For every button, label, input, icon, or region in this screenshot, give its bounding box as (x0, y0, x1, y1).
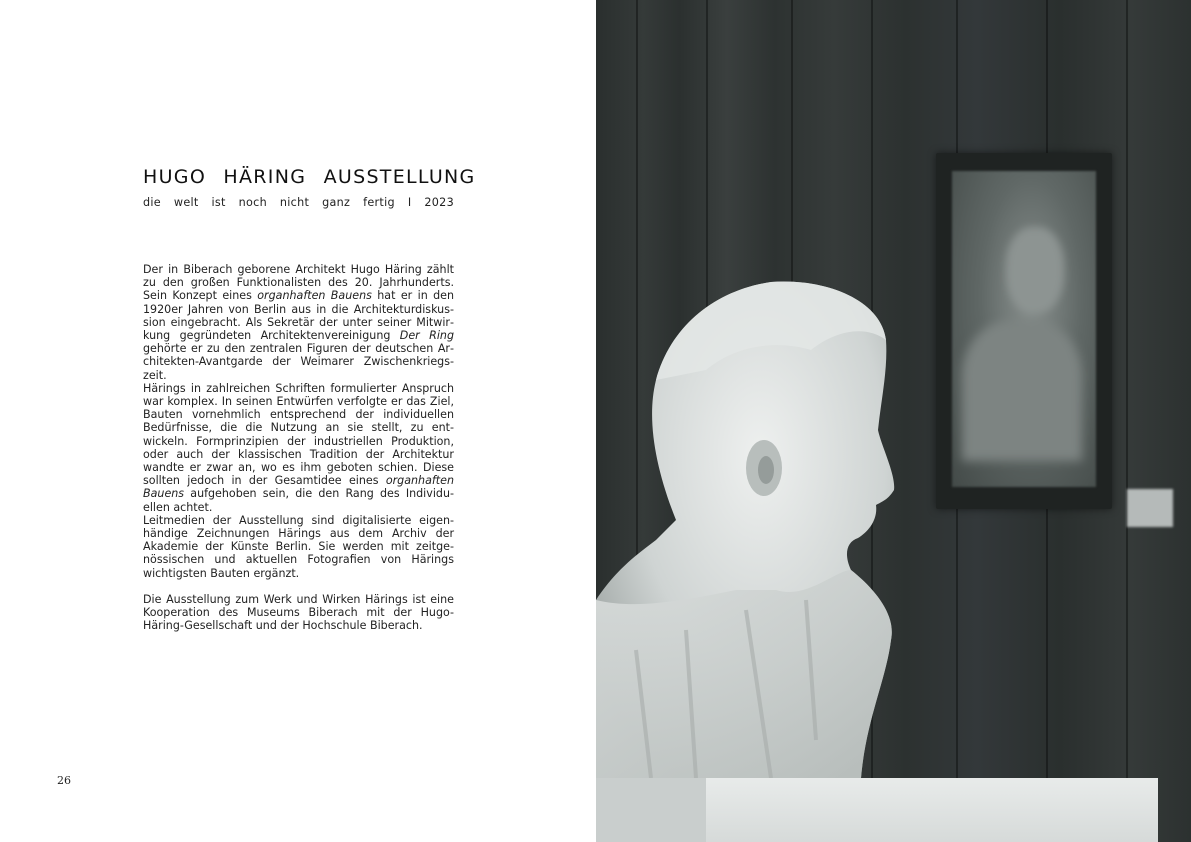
portrait-head (1006, 227, 1064, 313)
paragraph-1 (143, 263, 454, 382)
italic-term: organhaften Bauens (257, 289, 372, 303)
body-text (143, 263, 454, 633)
portrait-body (962, 321, 1082, 461)
plaster-bust (596, 270, 896, 780)
italic-term: Der Ring (399, 329, 454, 343)
text-segment: aufgehoben sein, die den Rang des Individuellen achtet. (143, 487, 454, 514)
italic-term: organhaften Bauens (143, 474, 454, 501)
text-segment: hat er in den 1920er Jahren von Berlin aus in die Architekturdiskussion eingebracht. Als Sekretär der unter seiner Mitwirkung gegründeten Architektenvereinigung (143, 289, 455, 343)
wall-plank-line (1126, 0, 1128, 842)
paragraph-4 (143, 593, 454, 633)
page-title: HUGO HÄRING AUSSTELLUNG (143, 166, 476, 188)
text-segment: Der in Biberach geborene Architekt Hugo Häring zählt zu den großen Funktionalisten des 20. Jahrhunderts. Sein Konzept eines (143, 263, 454, 303)
text-segment: Leitmedien der Ausstellung sind digitalisierte eigenhändige Zeichnungen Härings aus dem Archiv der Akademie der Künste Berlin. Sie werden mit zeitgenössischen und aktuellen Fotografien von Härings wichtigsten Bauten ergänzt. (143, 513, 454, 580)
wall-label (1127, 489, 1173, 527)
paragraph-3 (143, 514, 454, 580)
text-segment: Härings in zahlreichen Schriften formulierter Anspruch war komplex. In seinen Entwürfen verfolgte er das Ziel, Bauten vornehmlich entsprechend der individuellen Bedürfnisse, die die Nutzung an sie stellt, zu entwickeln. Formprinzipien der industriellen Produktion, oder auch der klassischen Tradition der Architektur wandte er zwar an, wo es ihm geboten schien. Diese sollten jedoch in der Gesamtidee eines (143, 381, 454, 488)
page-subtitle: die welt ist noch nicht ganz fertig I 2023 (143, 196, 454, 209)
framed-portrait (936, 153, 1112, 509)
portrait-canvas (952, 171, 1096, 487)
text-segment: gehörte er zu den zentralen Figuren der deutschen Architekten-Avantgarde der Weimarer Zwischenkriegszeit. (143, 342, 454, 382)
page-number: 26 (57, 774, 71, 787)
text-segment: Die Ausstellung zum Werk und Wirken Härings ist eine Kooperation des Museums Biberach mit der Hugo-Häring-Gesellschaft und der Hochschule Biberach. (143, 593, 454, 633)
pedestal-side (596, 778, 706, 842)
paragraph-2 (143, 382, 454, 514)
